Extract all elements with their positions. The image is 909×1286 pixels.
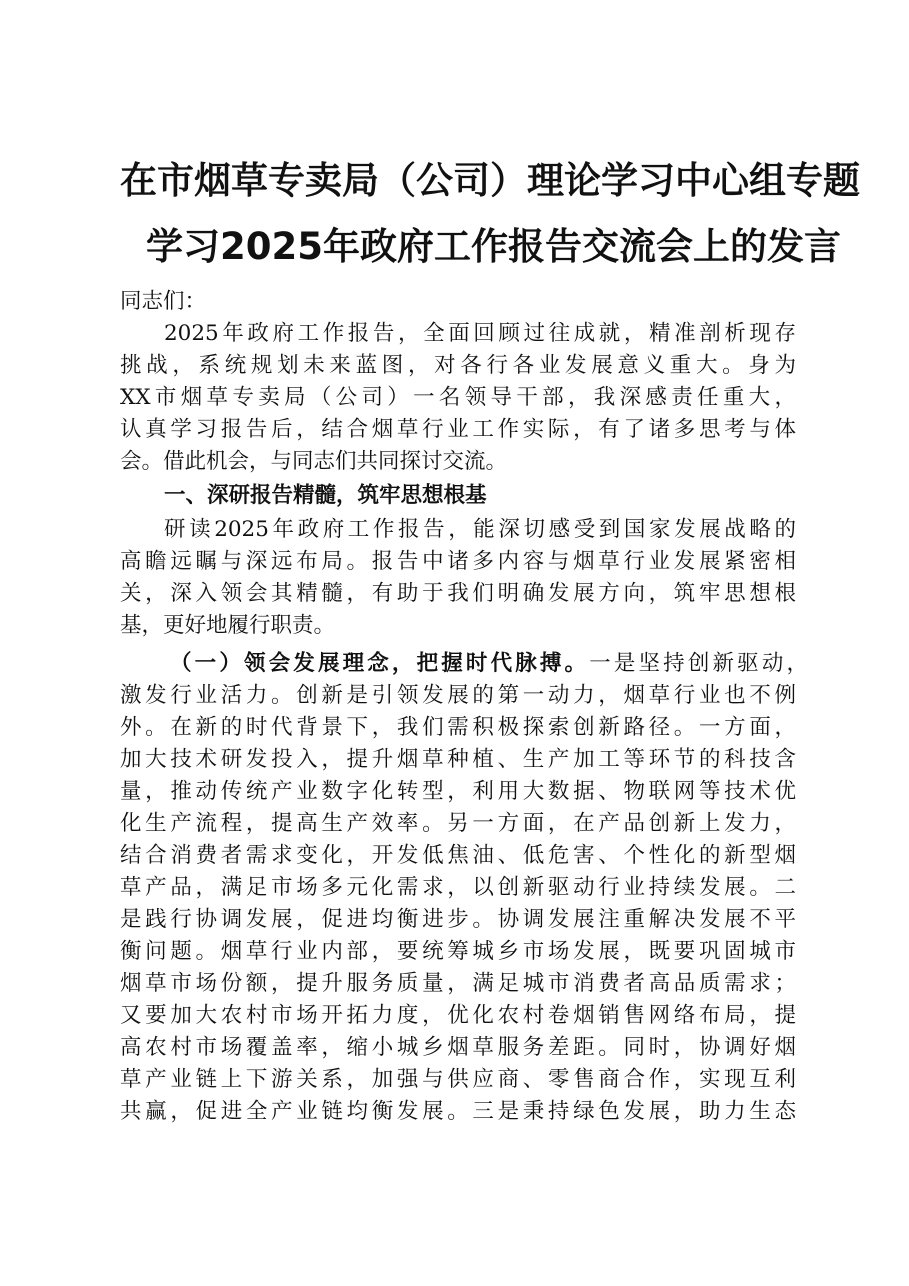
- paragraph-line: 衡问题。烟草行业内部，要统筹城乡市场发展，既要巩固城市: [120, 939, 796, 964]
- salutation: 同志们：: [120, 289, 207, 314]
- paragraph-line: 基，更好地履行职责。: [120, 613, 336, 638]
- paragraph-line: 挑战，系统规划未来蓝图，对各行各业发展意义重大。身为: [120, 353, 796, 378]
- paragraph-line: 认真学习报告后，结合烟草行业工作实际，有了诸多思考与体: [120, 417, 796, 442]
- paragraph-line: 草产品，满足市场多元化需求，以创新驱动行业持续发展。二: [120, 875, 796, 900]
- paragraph-line: 2025年政府工作报告，全面回顾过往成就，精准剖析现存: [164, 321, 796, 346]
- paragraph-line: 草产业链上下游关系，加强与供应商、零售商合作，实现互利: [120, 1067, 796, 1092]
- paragraph-line: 是践行协调发展，促进均衡进步。协调发展注重解决发展不平: [120, 907, 796, 932]
- paragraph-line: 化生产流程，提高生产效率。另一方面，在产品创新上发力，: [120, 811, 796, 836]
- paragraph-line: 共赢，促进全产业链均衡发展。三是秉持绿色发展，助力生态: [120, 1099, 796, 1124]
- subsection-heading: （一）领会发展理念，把握时代脉搏。: [170, 651, 590, 676]
- subsection-paragraph-line: [170, 648, 808, 680]
- paragraph-line: 关，深入领会其精髓，有助于我们明确发展方向，筑牢思想根: [120, 581, 796, 606]
- paragraph-line: 又要加大农村市场开拓力度，优化农村卷烟销售网络布局，提: [120, 1003, 796, 1028]
- document-title-line-1: 在市烟草专卖局（公司）理论学习中心组专题: [120, 159, 860, 202]
- document-title-line-2: 学习2025年政府工作报告交流会上的发言: [146, 225, 841, 268]
- paragraph-line: 高农村市场覆盖率，缩小城乡烟草服务差距。同时，协调好烟: [120, 1035, 796, 1060]
- paragraph-line: 高瞻远瞩与深远布局。报告中诸多内容与烟草行业发展紧密相: [120, 549, 796, 574]
- paragraph-line: 研读2025年政府工作报告，能深切感受到国家发展战略的: [164, 517, 796, 542]
- paragraph-line: 加大技术研发投入，提升烟草种植、生产加工等环节的科技含: [120, 747, 796, 772]
- paragraph-line: 量，推动传统产业数字化转型，利用大数据、物联网等技术优: [120, 779, 796, 804]
- paragraph-line: 烟草市场份额，提升服务质量，满足城市消费者高品质需求；: [120, 971, 796, 996]
- paragraph-line: 激发行业活力。创新是引领发展的第一动力，烟草行业也不例: [120, 683, 796, 708]
- paragraph-line: XX市烟草专卖局（公司）一名领导干部，我深感责任重大，: [120, 385, 796, 410]
- paragraph-line: 会。借此机会，与同志们共同探讨交流。: [120, 449, 508, 474]
- paragraph-line: 结合消费者需求变化，开发低焦油、低危害、个性化的新型烟: [120, 843, 796, 868]
- paragraph-line: 外。在新的时代背景下，我们需积极探索创新路径。一方面，: [120, 715, 796, 740]
- section-heading: 一、深研报告精髓，筑牢思想根基: [164, 483, 487, 508]
- subsection-text: 一是坚持创新驱动，: [589, 651, 808, 676]
